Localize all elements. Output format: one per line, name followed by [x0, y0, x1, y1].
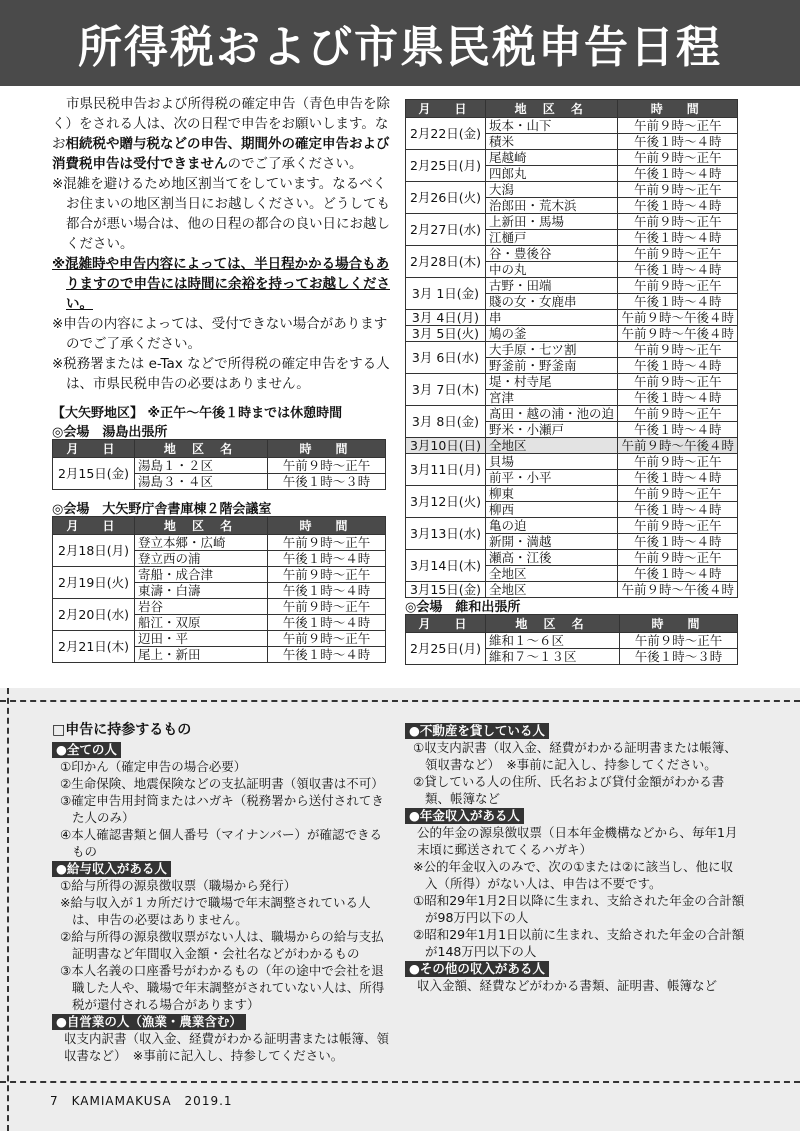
- time-cell: 午後１時〜４時: [268, 647, 386, 663]
- time-cell: 午後１時〜４時: [618, 390, 738, 406]
- table-row: [406, 278, 738, 294]
- tag-real-estate: ●不動産を貸している人: [405, 723, 549, 739]
- table-row: [406, 342, 738, 358]
- time-cell: 午前９時〜正午: [268, 458, 386, 474]
- time-cell: 午前９時〜午後４時: [618, 326, 738, 342]
- area-cell: 宮津: [486, 390, 618, 406]
- intro-lead-c: のでご了承ください。: [227, 156, 363, 172]
- time-cell: 午後１時〜４時: [618, 358, 738, 374]
- area-cell: 全地区: [486, 582, 618, 598]
- date-cell: 2月15日(金): [53, 458, 135, 490]
- area-cell: 湯島３・４区: [135, 474, 268, 490]
- date-cell: 3月 1日(金): [406, 278, 486, 310]
- time-cell: 午後１時〜４時: [618, 470, 738, 486]
- bring-item-salary: ※給与収入が１カ所だけで職場で年末調整されている人は、申告の必要はありません。: [60, 895, 371, 927]
- time-cell: 午後１時〜４時: [268, 551, 386, 567]
- date-cell: 3月 4日(月): [406, 310, 486, 326]
- area-cell: 中の丸: [486, 262, 618, 278]
- time-cell: 午前９時〜午後４時: [618, 438, 738, 454]
- table-row: [406, 150, 738, 166]
- schedule-table-yushima: [52, 439, 386, 490]
- date-cell: 3月 5日(火): [406, 326, 486, 342]
- time-cell: 午前９時〜正午: [618, 214, 738, 230]
- area-cell: 賤の女・女鹿串: [486, 294, 618, 310]
- area-cell: 辺田・平: [135, 631, 268, 647]
- header-time: 時 間: [268, 440, 386, 458]
- time-cell: 午前９時〜正午: [618, 150, 738, 166]
- time-cell: 午後１時〜４時: [268, 615, 386, 631]
- area-cell: 柳西: [486, 502, 618, 518]
- table-row: [406, 214, 738, 230]
- schedule-table-oyano: [52, 516, 386, 663]
- pension-note: ※公的年金収入のみで、次の①または②に該当し、他に収入（所得）がない人は、申告は不要です。: [413, 859, 734, 891]
- area-cell: 野釜前・野釜南: [486, 358, 618, 374]
- header-area: 地 区 名: [135, 440, 268, 458]
- date-cell: 3月11日(月): [406, 454, 486, 486]
- cut-line-bottom: [0, 1081, 800, 1083]
- time-cell: 午前９時〜正午: [618, 342, 738, 358]
- table-header-row: [53, 440, 386, 458]
- time-cell: 午前９時〜正午: [618, 518, 738, 534]
- intro-lead-bold: 相続税や贈与税などの申告、期間外の確定申告および消費税申告は受付できません: [52, 136, 390, 172]
- date-cell: 3月12日(火): [406, 486, 486, 518]
- tag-other-income: ●その他の収入がある人: [405, 961, 549, 977]
- table-row: [406, 246, 738, 262]
- table-row: [53, 458, 386, 474]
- oyano-district-heading: [52, 402, 342, 421]
- schedule-table-iwa: [405, 614, 738, 665]
- area-cell: 江樋戸: [486, 230, 618, 246]
- time-cell: 午前９時〜午後４時: [618, 582, 738, 598]
- pension-text: 公的年金の源泉徴収票（日本年金機構などから、毎年1月末頃に郵送されてくるハガキ）: [417, 825, 738, 857]
- area-cell: 坂本・山下: [486, 118, 618, 134]
- time-cell: 午前９時〜正午: [618, 454, 738, 470]
- date-cell: 3月14日(木): [406, 550, 486, 582]
- table-row: [406, 310, 738, 326]
- time-cell: 午前９時〜午後４時: [618, 310, 738, 326]
- area-cell: 尾越崎: [486, 150, 618, 166]
- area-cell: 尾上・新田: [135, 647, 268, 663]
- time-cell: 午後１時〜４時: [268, 583, 386, 599]
- area-cell: 寄船・成合津: [135, 567, 268, 583]
- area-cell: 岩谷: [135, 599, 268, 615]
- area-cell: 維和１〜６区: [486, 633, 620, 649]
- area-cell: 全地区: [486, 566, 618, 582]
- time-cell: 午前９時〜正午: [618, 182, 738, 198]
- area-cell: 前平・小平: [486, 470, 618, 486]
- bring-item-all: ④本人確認書類と個人番号（マイナンバー）が確認できるもの: [60, 827, 382, 859]
- time-cell: 午前９時〜正午: [268, 599, 386, 615]
- table-row: [53, 535, 386, 551]
- date-cell: 2月18日(月): [53, 535, 135, 567]
- tag-pension: ●年金収入がある人: [405, 808, 524, 824]
- intro-note-2: ※混雑時や申告内容によっては、半日程かかる場合もありますので申告には時間に余裕を持ってお越しください。: [52, 256, 390, 312]
- venue-iwa: ◎会場 維和出張所: [405, 600, 521, 615]
- intro-note-3: ※申告の内容によっては、受付できない場合がありますのでご了承ください。: [52, 316, 388, 352]
- time-cell: 午前９時〜正午: [618, 278, 738, 294]
- table-header-row: [406, 615, 738, 633]
- area-cell: 谷・豊後谷: [486, 246, 618, 262]
- date-cell: 3月15日(金): [406, 582, 486, 598]
- time-cell: 午後１時〜４時: [618, 166, 738, 182]
- venue-oyano: ◎会場 大矢野庁舎書庫棟２階会議室: [52, 502, 272, 517]
- area-cell: 鳩の釜: [486, 326, 618, 342]
- header-date: 月 日: [406, 100, 486, 118]
- title-banner: [0, 0, 800, 86]
- area-cell: 全地区: [486, 438, 618, 454]
- date-cell: 2月19日(火): [53, 567, 135, 599]
- time-cell: 午後１時〜３時: [268, 474, 386, 490]
- area-cell: 東濤・白濤: [135, 583, 268, 599]
- tag-all: ●全ての人: [52, 742, 121, 758]
- area-cell: 治郎田・荒木浜: [486, 198, 618, 214]
- area-cell: 亀の迫: [486, 518, 618, 534]
- table-header-row: [406, 100, 738, 118]
- time-cell: 午前９時〜正午: [268, 535, 386, 551]
- time-cell: 午後１時〜４時: [618, 294, 738, 310]
- bring-item-all: ①印かん（確定申告の場合必要）: [60, 759, 247, 774]
- header-time: 時 間: [618, 100, 738, 118]
- area-cell: 新開・満越: [486, 534, 618, 550]
- time-cell: 午前９時〜正午: [618, 246, 738, 262]
- date-cell: 2月26日(火): [406, 182, 486, 214]
- area-cell: 古野・田端: [486, 278, 618, 294]
- intro-lead-a: 市県民税申告および所得税の確定申告（青色申告を除く）をされる人は、次の日程で申告をお願いします。なお: [52, 96, 390, 152]
- date-cell: 2月27日(水): [406, 214, 486, 246]
- bring-item-salary: ③本人名義の口座番号がわかるもの（年の途中で会社を退職した人や、職場で年末調整がされていない人は、所得税が還付される場合があります）: [60, 963, 385, 1012]
- bring-left-column: [52, 722, 392, 1064]
- bring-item-pension: ②昭和29年1月1日以前に生まれ、支給された年金の合計額が148万円以下の人: [413, 927, 745, 959]
- table-row: [406, 550, 738, 566]
- time-cell: 午前９時〜正午: [268, 567, 386, 583]
- intro-text: [52, 94, 392, 394]
- date-cell: 2月28日(木): [406, 246, 486, 278]
- area-cell: 柳東: [486, 486, 618, 502]
- area-cell: 串: [486, 310, 618, 326]
- table-row: [406, 633, 738, 649]
- area-cell: 野米・小瀬戸: [486, 422, 618, 438]
- table-row: [406, 438, 738, 454]
- schedule-table-main: [405, 99, 738, 598]
- area-cell: 堤・村寺尾: [486, 374, 618, 390]
- header-area: 地 区 名: [486, 100, 618, 118]
- header-date: 月 日: [406, 615, 486, 633]
- cut-line-top: [0, 700, 800, 702]
- area-cell: 維和７〜１３区: [486, 649, 620, 665]
- table-row: [406, 326, 738, 342]
- date-cell: 2月25日(月): [406, 150, 486, 182]
- time-cell: 午前９時〜正午: [618, 374, 738, 390]
- table-row: [406, 518, 738, 534]
- district-label: 【大矢野地区】: [52, 406, 144, 421]
- area-cell: 積米: [486, 134, 618, 150]
- time-cell: 午後１時〜４時: [618, 134, 738, 150]
- table-row: [406, 406, 738, 422]
- table-row: [406, 454, 738, 470]
- date-cell: 2月22日(金): [406, 118, 486, 150]
- date-cell: 2月21日(木): [53, 631, 135, 663]
- header-date: 月 日: [53, 440, 135, 458]
- time-cell: 午前９時〜正午: [618, 406, 738, 422]
- time-cell: 午後１時〜４時: [618, 262, 738, 278]
- bring-item-real-estate: ②貸している人の住所、氏名および貸付金額がわかる書類、帳簿など: [413, 774, 725, 806]
- date-cell: 3月10日(日): [406, 438, 486, 454]
- area-cell: 湯島１・２区: [135, 458, 268, 474]
- table-header-row: [53, 517, 386, 535]
- date-cell: 2月20日(水): [53, 599, 135, 631]
- district-note: ※正午〜午後１時までは休憩時間: [147, 406, 343, 421]
- time-cell: 午後１時〜４時: [618, 198, 738, 214]
- area-cell: 登立西の浦: [135, 551, 268, 567]
- area-cell: 四郎丸: [486, 166, 618, 182]
- date-cell: 3月 8日(金): [406, 406, 486, 438]
- bring-item-real-estate: ①収支内訳書（収入金、経費がわかる証明書または帳簿、領収書など） ※事前に記入し、持参してください。: [413, 740, 737, 772]
- table-row: [406, 374, 738, 390]
- date-cell: 3月 6日(水): [406, 342, 486, 374]
- cut-line-left: [7, 688, 9, 1131]
- bring-right-column: [405, 722, 745, 994]
- time-cell: 午後１時〜３時: [620, 649, 738, 665]
- intro-note-1: ※混雑を避けるため地区割当てをしています。なるべくお住まいの地区割当日にお越しください。どうしても都合が悪い場合は、他の日程の都合の良い日にお越しください。: [52, 176, 390, 252]
- self-employed-text: 収支内訳書（収入金、経費がわかる証明書または帳簿、領収書など） ※事前に記入し、持参してください。: [64, 1031, 390, 1063]
- area-cell: 瀬高・江後: [486, 550, 618, 566]
- time-cell: 午前９時〜正午: [618, 550, 738, 566]
- area-cell: 髙田・越の浦・池の迫: [486, 406, 618, 422]
- area-cell: 大手原・七ツ割: [486, 342, 618, 358]
- table-row: [53, 599, 386, 615]
- table-row: [53, 631, 386, 647]
- area-cell: 大潟: [486, 182, 618, 198]
- header-area: 地 区 名: [486, 615, 620, 633]
- header-date: 月 日: [53, 517, 135, 535]
- header-time: 時 間: [268, 517, 386, 535]
- tag-salary: ●給与収入がある人: [52, 861, 171, 877]
- bring-item-all: ②生命保険、地震保険などの支払証明書（領収書は不可）: [60, 776, 384, 791]
- bring-item-salary: ②給与所得の源泉徴収票がない人は、職場からの給与支払証明書など年間収入金額・会社名などがわかるもの: [60, 929, 384, 961]
- time-cell: 午前９時〜正午: [268, 631, 386, 647]
- page-title: 所得税および市県民税申告日程: [78, 22, 722, 73]
- table-row: [406, 486, 738, 502]
- bring-item-all: ③確定申告用封筒またはハガキ（税務署から送付されてきた人のみ）: [60, 793, 384, 825]
- area-cell: 登立本郷・広崎: [135, 535, 268, 551]
- time-cell: 午後１時〜４時: [618, 502, 738, 518]
- intro-lead: [52, 94, 392, 174]
- intro-note-4: ※税務署または e-Tax などで所得税の確定申告をする人は、市県民税申告の必要はありません。: [52, 356, 390, 392]
- table-row: [406, 118, 738, 134]
- bring-item-pension: ①昭和29年1月2日以降に生まれ、支給された年金の合計額が98万円以下の人: [413, 893, 745, 925]
- tag-self-employed: ●自営業の人（漁業・農業含む）: [52, 1014, 246, 1030]
- time-cell: 午前９時〜正午: [620, 633, 738, 649]
- table-row: [406, 182, 738, 198]
- bring-item-salary: ①給与所得の源泉徴収票（職場から発行）: [60, 878, 297, 893]
- time-cell: 午後１時〜４時: [618, 534, 738, 550]
- area-cell: 船江・双原: [135, 615, 268, 631]
- page-footer: 7 KAMIAMAKUSA 2019.1: [50, 1094, 233, 1108]
- date-cell: 3月 7日(木): [406, 374, 486, 406]
- header-area: 地 区 名: [135, 517, 268, 535]
- time-cell: 午前９時〜正午: [618, 118, 738, 134]
- bring-heading: □申告に持参するもの: [52, 722, 192, 738]
- other-income-text: 収入金額、経費などがわかる書類、証明書、帳簿など: [417, 978, 718, 993]
- time-cell: 午後１時〜４時: [618, 230, 738, 246]
- venue-yushima: ◎会場 湯島出張所: [52, 425, 168, 440]
- time-cell: 午前９時〜正午: [618, 486, 738, 502]
- table-row: [53, 567, 386, 583]
- area-cell: 貝場: [486, 454, 618, 470]
- area-cell: 上新田・馬場: [486, 214, 618, 230]
- header-time: 時 間: [620, 615, 738, 633]
- time-cell: 午後１時〜４時: [618, 566, 738, 582]
- date-cell: 2月25日(月): [406, 633, 486, 665]
- date-cell: 3月13日(水): [406, 518, 486, 550]
- time-cell: 午後１時〜４時: [618, 422, 738, 438]
